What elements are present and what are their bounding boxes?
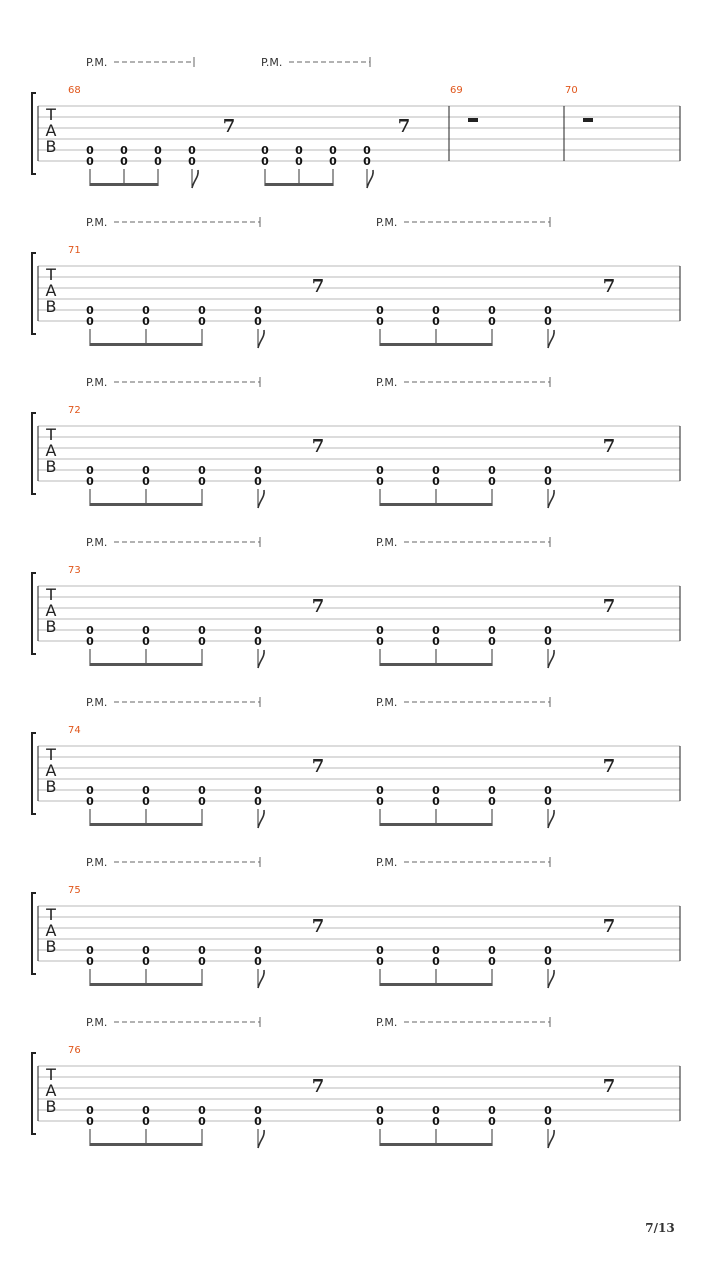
fret-number: 0 bbox=[86, 155, 94, 168]
note-beam bbox=[90, 983, 202, 986]
system-bracket bbox=[32, 253, 36, 334]
fret-number: 0 bbox=[86, 144, 94, 157]
palm-mute-label: P.M. bbox=[86, 1016, 108, 1029]
system-bracket bbox=[32, 893, 36, 974]
fret-number: 0 bbox=[363, 144, 371, 157]
measure-number: 74 bbox=[68, 725, 81, 736]
fret-number: 0 bbox=[188, 155, 196, 168]
fret-number: 0 bbox=[544, 944, 552, 957]
fret-number: 0 bbox=[142, 795, 150, 808]
fret-number: 0 bbox=[376, 1104, 384, 1117]
fret-number: 0 bbox=[86, 315, 94, 328]
fret-number: 0 bbox=[544, 304, 552, 317]
tab-clef-letter: A bbox=[45, 761, 57, 780]
fret-number: 0 bbox=[86, 1104, 94, 1117]
note-beam bbox=[265, 183, 333, 186]
fret-number: 0 bbox=[432, 475, 440, 488]
fret-number: 0 bbox=[188, 144, 196, 157]
eighth-rest: 7 bbox=[397, 116, 411, 137]
tab-clef-letter: B bbox=[45, 937, 57, 956]
eighth-rest: 7 bbox=[602, 276, 616, 297]
fret-number: 0 bbox=[488, 475, 496, 488]
fret-number: 0 bbox=[544, 784, 552, 797]
eighth-rest: 7 bbox=[311, 436, 325, 457]
tab-clef-letter: B bbox=[45, 137, 57, 156]
measure-number: 73 bbox=[68, 565, 81, 576]
fret-number: 0 bbox=[254, 955, 262, 968]
palm-mute-label: P.M. bbox=[376, 856, 398, 869]
fret-number: 0 bbox=[488, 784, 496, 797]
palm-mute-label: P.M. bbox=[86, 376, 108, 389]
fret-number: 0 bbox=[86, 475, 94, 488]
palm-mute-label: P.M. bbox=[86, 856, 108, 869]
fret-number: 0 bbox=[544, 635, 552, 648]
fret-number: 0 bbox=[295, 144, 303, 157]
measure-number: 76 bbox=[68, 1045, 81, 1056]
fret-number: 0 bbox=[86, 944, 94, 957]
measure-number: 75 bbox=[68, 885, 81, 896]
note-flag bbox=[258, 490, 264, 508]
fret-number: 0 bbox=[254, 304, 262, 317]
tab-clef-letter: T bbox=[46, 105, 56, 124]
fret-number: 0 bbox=[261, 155, 269, 168]
fret-number: 0 bbox=[86, 635, 94, 648]
tab-clef-letter: T bbox=[46, 905, 56, 924]
palm-mute-label: P.M. bbox=[261, 56, 283, 69]
note-beam bbox=[380, 343, 492, 346]
eighth-rest: 7 bbox=[602, 596, 616, 617]
fret-number: 0 bbox=[142, 464, 150, 477]
eighth-rest: 7 bbox=[311, 276, 325, 297]
note-beam bbox=[90, 823, 202, 826]
eighth-rest: 7 bbox=[311, 756, 325, 777]
note-beam bbox=[90, 183, 158, 186]
fret-number: 0 bbox=[198, 1115, 206, 1128]
fret-number: 0 bbox=[363, 155, 371, 168]
fret-number: 0 bbox=[376, 944, 384, 957]
note-beam bbox=[380, 1143, 492, 1146]
fret-number: 0 bbox=[254, 624, 262, 637]
measure-number: 72 bbox=[68, 405, 81, 416]
note-flag bbox=[548, 970, 554, 988]
tab-clef-letter: B bbox=[45, 1097, 57, 1116]
fret-number: 0 bbox=[329, 144, 337, 157]
fret-number: 0 bbox=[142, 635, 150, 648]
system-bracket bbox=[32, 413, 36, 494]
palm-mute-label: P.M. bbox=[86, 536, 108, 549]
fret-number: 0 bbox=[432, 784, 440, 797]
fret-number: 0 bbox=[376, 635, 384, 648]
eighth-rest: 7 bbox=[311, 1076, 325, 1097]
fret-number: 0 bbox=[544, 624, 552, 637]
fret-number: 0 bbox=[376, 315, 384, 328]
palm-mute-label: P.M. bbox=[376, 376, 398, 389]
fret-number: 0 bbox=[488, 635, 496, 648]
fret-number: 0 bbox=[376, 304, 384, 317]
fret-number: 0 bbox=[198, 635, 206, 648]
fret-number: 0 bbox=[86, 955, 94, 968]
tab-clef-letter: B bbox=[45, 777, 57, 796]
fret-number: 0 bbox=[376, 475, 384, 488]
measure-number: 70 bbox=[565, 85, 578, 96]
fret-number: 0 bbox=[198, 464, 206, 477]
fret-number: 0 bbox=[198, 624, 206, 637]
note-flag bbox=[548, 650, 554, 668]
palm-mute-label: P.M. bbox=[86, 216, 108, 229]
fret-number: 0 bbox=[142, 1104, 150, 1117]
fret-number: 0 bbox=[376, 624, 384, 637]
fret-number: 0 bbox=[154, 155, 162, 168]
note-beam bbox=[380, 503, 492, 506]
fret-number: 0 bbox=[432, 315, 440, 328]
note-beam bbox=[90, 663, 202, 666]
tab-clef-letter: T bbox=[46, 1065, 56, 1084]
fret-number: 0 bbox=[154, 144, 162, 157]
system-bracket bbox=[32, 1053, 36, 1134]
measure-number: 69 bbox=[450, 85, 463, 96]
whole-rest bbox=[468, 118, 478, 122]
fret-number: 0 bbox=[488, 315, 496, 328]
fret-number: 0 bbox=[261, 144, 269, 157]
fret-number: 0 bbox=[488, 944, 496, 957]
fret-number: 0 bbox=[86, 464, 94, 477]
note-flag bbox=[258, 810, 264, 828]
fret-number: 0 bbox=[544, 1104, 552, 1117]
fret-number: 0 bbox=[142, 955, 150, 968]
fret-number: 0 bbox=[198, 955, 206, 968]
eighth-rest: 7 bbox=[222, 116, 236, 137]
tab-clef-letter: A bbox=[45, 281, 57, 300]
note-beam bbox=[380, 983, 492, 986]
eighth-rest: 7 bbox=[311, 916, 325, 937]
note-beam bbox=[380, 823, 492, 826]
fret-number: 0 bbox=[142, 315, 150, 328]
note-flag bbox=[192, 170, 198, 188]
system-bracket bbox=[32, 733, 36, 814]
fret-number: 0 bbox=[432, 1115, 440, 1128]
fret-number: 0 bbox=[329, 155, 337, 168]
note-flag bbox=[258, 1130, 264, 1148]
fret-number: 0 bbox=[254, 635, 262, 648]
fret-number: 0 bbox=[254, 464, 262, 477]
note-flag bbox=[548, 490, 554, 508]
palm-mute-label: P.M. bbox=[376, 1016, 398, 1029]
fret-number: 0 bbox=[254, 1104, 262, 1117]
fret-number: 0 bbox=[376, 784, 384, 797]
fret-number: 0 bbox=[544, 1115, 552, 1128]
note-flag bbox=[367, 170, 373, 188]
measure-number: 68 bbox=[68, 85, 81, 96]
fret-number: 0 bbox=[198, 1104, 206, 1117]
fret-number: 0 bbox=[488, 624, 496, 637]
whole-rest bbox=[583, 118, 593, 122]
eighth-rest: 7 bbox=[311, 596, 325, 617]
note-beam bbox=[90, 343, 202, 346]
system-bracket bbox=[32, 573, 36, 654]
palm-mute-label: P.M. bbox=[376, 536, 398, 549]
tab-clef-letter: B bbox=[45, 617, 57, 636]
fret-number: 0 bbox=[142, 624, 150, 637]
fret-number: 0 bbox=[488, 795, 496, 808]
note-beam bbox=[90, 503, 202, 506]
fret-number: 0 bbox=[488, 464, 496, 477]
palm-mute-label: P.M. bbox=[376, 216, 398, 229]
fret-number: 0 bbox=[432, 624, 440, 637]
fret-number: 0 bbox=[376, 955, 384, 968]
fret-number: 0 bbox=[198, 944, 206, 957]
fret-number: 0 bbox=[198, 784, 206, 797]
eighth-rest: 7 bbox=[602, 916, 616, 937]
fret-number: 0 bbox=[488, 1115, 496, 1128]
fret-number: 0 bbox=[86, 1115, 94, 1128]
tab-clef-letter: T bbox=[46, 745, 56, 764]
fret-number: 0 bbox=[254, 944, 262, 957]
fret-number: 0 bbox=[254, 315, 262, 328]
fret-number: 0 bbox=[544, 955, 552, 968]
fret-number: 0 bbox=[86, 795, 94, 808]
note-beam bbox=[90, 1143, 202, 1146]
eighth-rest: 7 bbox=[602, 756, 616, 777]
fret-number: 0 bbox=[432, 795, 440, 808]
fret-number: 0 bbox=[198, 475, 206, 488]
fret-number: 0 bbox=[432, 304, 440, 317]
fret-number: 0 bbox=[120, 155, 128, 168]
tab-clef-letter: A bbox=[45, 921, 57, 940]
eighth-rest: 7 bbox=[602, 1076, 616, 1097]
fret-number: 0 bbox=[432, 955, 440, 968]
note-flag bbox=[258, 330, 264, 348]
tab-clef-letter: B bbox=[45, 297, 57, 316]
palm-mute-label: P.M. bbox=[86, 56, 108, 69]
fret-number: 0 bbox=[488, 955, 496, 968]
page-number: 7/13 bbox=[645, 1221, 675, 1235]
tab-clef-letter: T bbox=[46, 265, 56, 284]
fret-number: 0 bbox=[254, 795, 262, 808]
tab-clef-letter: T bbox=[46, 425, 56, 444]
fret-number: 0 bbox=[254, 784, 262, 797]
note-beam bbox=[380, 663, 492, 666]
tab-clef-letter: A bbox=[45, 121, 57, 140]
fret-number: 0 bbox=[142, 475, 150, 488]
fret-number: 0 bbox=[376, 464, 384, 477]
tab-clef-letter: A bbox=[45, 601, 57, 620]
fret-number: 0 bbox=[432, 635, 440, 648]
fret-number: 0 bbox=[544, 315, 552, 328]
fret-number: 0 bbox=[254, 475, 262, 488]
fret-number: 0 bbox=[86, 784, 94, 797]
fret-number: 0 bbox=[488, 304, 496, 317]
fret-number: 0 bbox=[544, 464, 552, 477]
fret-number: 0 bbox=[198, 315, 206, 328]
palm-mute-label: P.M. bbox=[86, 696, 108, 709]
tab-clef-letter: B bbox=[45, 457, 57, 476]
note-flag bbox=[548, 1130, 554, 1148]
fret-number: 0 bbox=[142, 1115, 150, 1128]
tab-clef-letter: A bbox=[45, 441, 57, 460]
tab-clef-letter: T bbox=[46, 585, 56, 604]
note-flag bbox=[258, 650, 264, 668]
fret-number: 0 bbox=[544, 795, 552, 808]
system-bracket bbox=[32, 93, 36, 174]
fret-number: 0 bbox=[198, 795, 206, 808]
fret-number: 0 bbox=[432, 464, 440, 477]
fret-number: 0 bbox=[142, 304, 150, 317]
palm-mute-label: P.M. bbox=[376, 696, 398, 709]
note-flag bbox=[548, 810, 554, 828]
fret-number: 0 bbox=[86, 304, 94, 317]
fret-number: 0 bbox=[376, 795, 384, 808]
measure-number: 71 bbox=[68, 245, 81, 256]
fret-number: 0 bbox=[376, 1115, 384, 1128]
fret-number: 0 bbox=[432, 944, 440, 957]
note-flag bbox=[548, 330, 554, 348]
note-flag bbox=[258, 970, 264, 988]
fret-number: 0 bbox=[488, 1104, 496, 1117]
fret-number: 0 bbox=[432, 1104, 440, 1117]
fret-number: 0 bbox=[254, 1115, 262, 1128]
fret-number: 0 bbox=[544, 475, 552, 488]
fret-number: 0 bbox=[198, 304, 206, 317]
eighth-rest: 7 bbox=[602, 436, 616, 457]
fret-number: 0 bbox=[142, 944, 150, 957]
fret-number: 0 bbox=[86, 624, 94, 637]
tab-clef-letter: A bbox=[45, 1081, 57, 1100]
fret-number: 0 bbox=[120, 144, 128, 157]
fret-number: 0 bbox=[295, 155, 303, 168]
fret-number: 0 bbox=[142, 784, 150, 797]
